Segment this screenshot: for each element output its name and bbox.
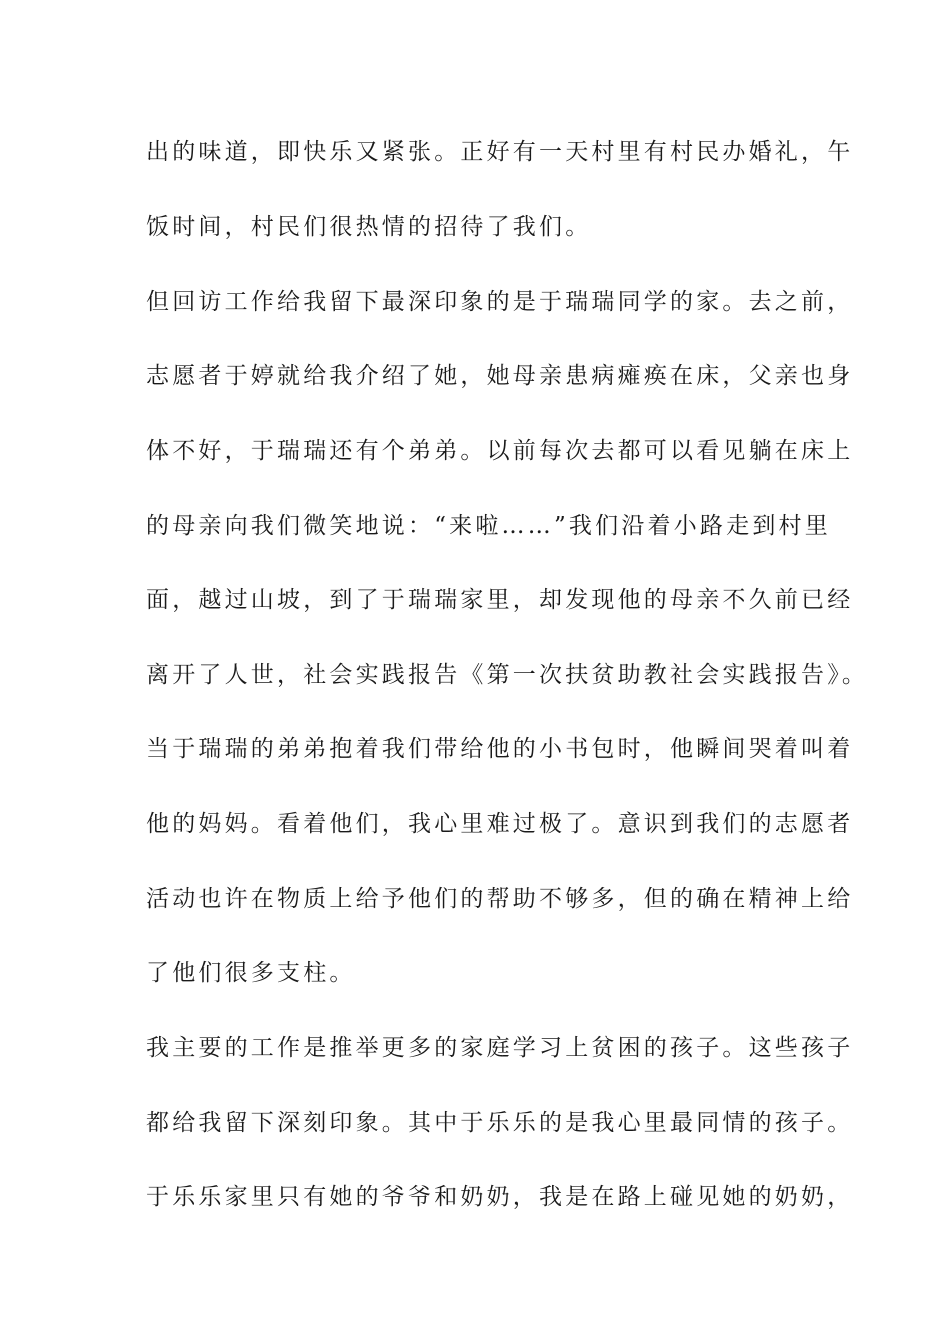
text-line-8: 离开了人世，社会实践报告《第一次扶贫助教社会实践报告》。 — [146, 662, 869, 688]
text-line-12: 了他们很多支柱。 — [146, 960, 356, 986]
text-line-11: 活动也许在物质上给予他们的帮助不够多，但的确在精神上给 — [146, 886, 854, 912]
text-line-3: 但回访工作给我留下最深印象的是于瑞瑞同学的家。去之前， — [146, 289, 854, 315]
text-line-1: 出的味道，即快乐又紧张。正好有一天村里有村民办婚礼，午 — [146, 139, 854, 165]
text-line-15: 于乐乐家里只有她的爷爷和奶奶，我是在路上碰见她的奶奶， — [146, 1184, 854, 1210]
text-line-14: 都给我留下深刻印象。其中于乐乐的是我心里最同情的孩子。 — [146, 1110, 854, 1136]
text-line-5: 体不好，于瑞瑞还有个弟弟。以前每次去都可以看见躺在床上 — [146, 438, 854, 464]
text-line-13: 我主要的工作是推举更多的家庭学习上贫困的孩子。这些孩子 — [146, 1035, 854, 1061]
text-line-4: 志愿者于婷就给我介绍了她，她母亲患病瘫痪在床，父亲也身 — [146, 363, 854, 389]
text-line-7: 面，越过山坡，到了于瑞瑞家里，却发现他的母亲不久前已经 — [146, 587, 854, 613]
text-line-2: 饭时间，村民们很热情的招待了我们。 — [146, 214, 592, 240]
text-line-6: 的母亲向我们微笑地说：“来啦……”我们沿着小路走到村里 — [146, 513, 831, 539]
text-line-9: 当于瑞瑞的弟弟抱着我们带给他的小书包时，他瞬间哭着叫着 — [146, 736, 854, 762]
text-line-10: 他的妈妈。看着他们，我心里难过极了。意识到我们的志愿者 — [146, 811, 854, 837]
